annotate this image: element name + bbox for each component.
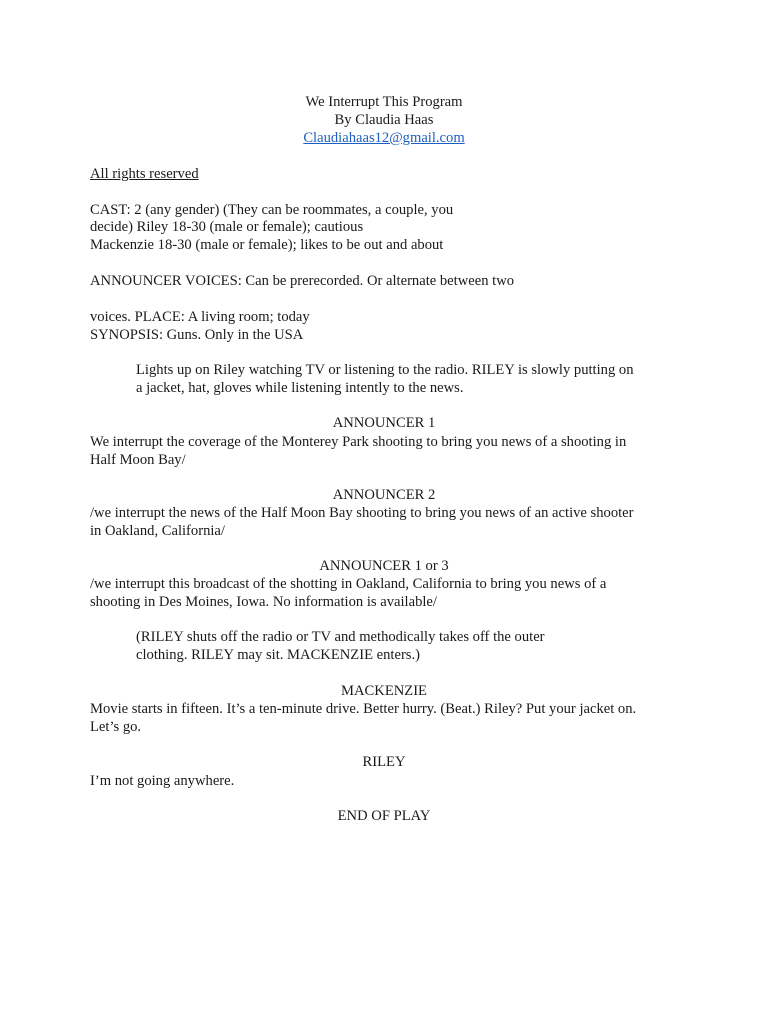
speaker-riley: RILEY	[362, 754, 406, 770]
speech-3-line-2: shooting in Des Moines, Iowa. No information is available/	[90, 594, 437, 610]
author-email-wrapper	[0, 129, 768, 147]
synopsis-line: SYNOPSIS: Guns. Only in the USA	[90, 327, 304, 343]
author-byline: By Claudia Haas	[334, 112, 434, 128]
speech-1-line-2: Half Moon Bay/	[90, 452, 186, 468]
speech-4-line-1: Movie starts in fifteen. It’s a ten-minute drive. Better hurry. (Beat.) Riley? Put your jacket on.	[90, 701, 637, 717]
cast-line-3: Mackenzie 18-30 (male or female); likes to be out and about	[90, 237, 444, 253]
speech-5-line-1: I’m not going anywhere.	[90, 773, 235, 789]
speaker-announcer-1: ANNOUNCER 1	[332, 415, 436, 431]
speech-3-line-1: /we interrupt this broadcast of the shotting in Oakland, California to bring you news of a	[90, 576, 607, 592]
speech-2-line-2: in Oakland, California/	[90, 523, 225, 539]
announcer-voices-note: ANNOUNCER VOICES: Can be prerecorded. Or alternate between two	[90, 273, 515, 289]
speaker-announcer-2: ANNOUNCER 2	[332, 487, 436, 503]
speaker-mackenzie: MACKENZIE	[341, 683, 427, 699]
cast-line-1: CAST: 2 (any gender) (They can be roommates, a couple, you	[90, 202, 454, 218]
speech-4-line-2: Let’s go.	[90, 719, 142, 735]
speech-1-line-1: We interrupt the coverage of the Monterey Park shooting to bring you news of a shooting in	[90, 434, 627, 450]
play-title: We Interrupt This Program	[305, 94, 463, 110]
place-line: voices. PLACE: A living room; today	[90, 309, 310, 325]
rights-notice	[90, 165, 199, 183]
speaker-announcer-1-or-3: ANNOUNCER 1 or 3	[319, 558, 449, 574]
rights-text: All rights reserved	[90, 166, 199, 182]
speech-2-line-1: /we interrupt the news of the Half Moon Bay shooting to bring you news of an active shooter	[90, 505, 634, 521]
stage-direction-1-line-1: Lights up on Riley watching TV or listening to the radio. RILEY is slowly putting on	[136, 362, 634, 378]
end-of-play: END OF PLAY	[337, 808, 431, 824]
stage-direction-2-line-1: (RILEY shuts off the radio or TV and methodically takes off the outer	[136, 629, 545, 645]
stage-direction-2-line-2: clothing. RILEY may sit. MACKENZIE enters.)	[136, 647, 420, 663]
author-email-link[interactable]: Claudiahaas12@gmail.com	[303, 130, 465, 146]
cast-line-2: decide) Riley 18-30 (male or female); cautious	[90, 219, 364, 235]
stage-direction-1-line-2: a jacket, hat, gloves while listening intently to the news.	[136, 380, 464, 396]
